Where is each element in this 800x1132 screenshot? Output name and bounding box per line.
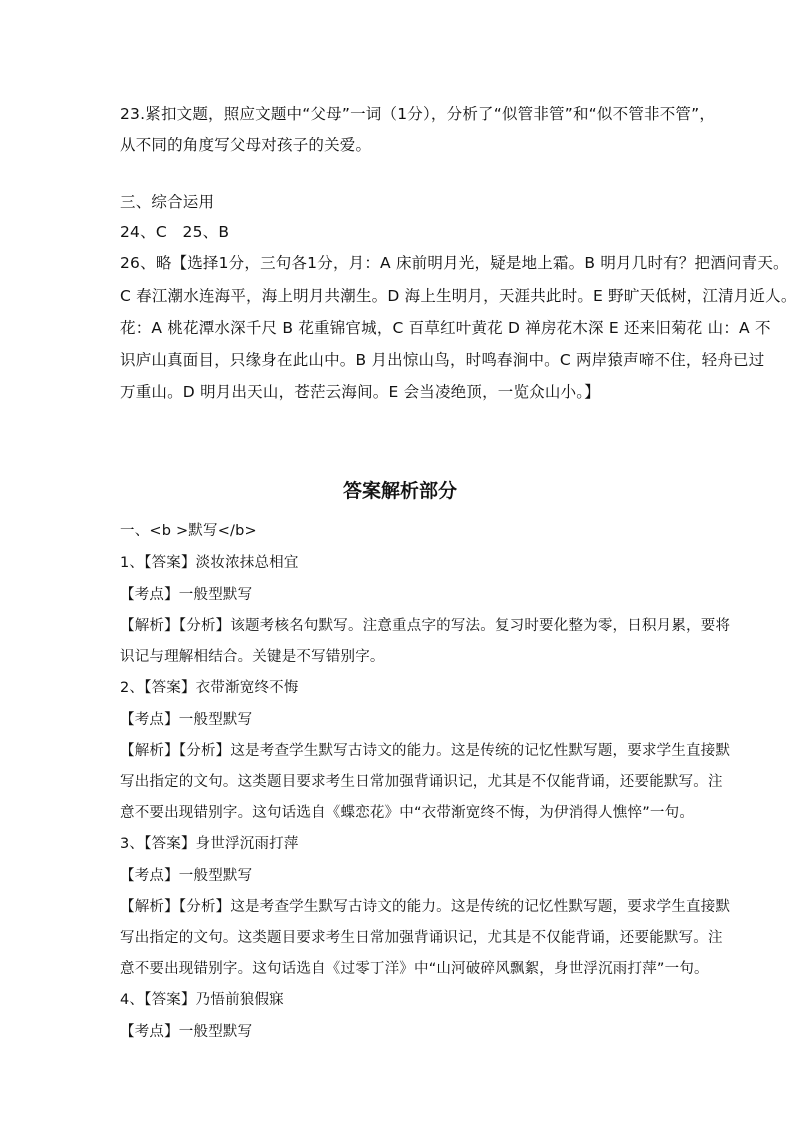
- q23-line-2: 从不同的角度写父母对孩子的关爱。: [120, 136, 372, 154]
- section3-title: 三、综合运用: [120, 193, 215, 211]
- q23-line-1: 23.紧扣文题，照应文题中“父母”一词（1分），分析了“似管非管”和“似不管非不管”，: [120, 105, 716, 123]
- item1-explain-line-1: 【解析】【分析】该题考核名句默写。注意重点字的写法。复习时要化整为零，日积月累，要将: [120, 618, 731, 634]
- item1-explain-line-2: 识记与理解相结合。关键是不写错别字。: [120, 649, 385, 665]
- item2-explain-line-3: 意不要出现错别字。这句话选自《蝶恋花》中“衣带渐宽终不悔，为伊消得人憔悴”一句。: [120, 805, 695, 821]
- analysis-title: 答案解析部分: [342, 480, 457, 502]
- item3-explain-line-3: 意不要出现错别字。这句话选自《过零丁洋》中“山河破碎风飘絮，身世浮沉雨打萍”一句。: [120, 961, 709, 977]
- item4-answer: 4、【答案】乃悟前狼假寐: [120, 992, 284, 1008]
- q26-line-4: 识庐山真面目，只缘身在此山中。B 月出惊山鸟，时鸣春涧中。C 两岸猿声啼不住，轻舟已过: [120, 351, 765, 369]
- item4-point: 【考点】一般型默写: [120, 1024, 253, 1040]
- answers-24-25: 24、C 25、B: [120, 223, 230, 241]
- item3-explain-line-1: 【解析】【分析】这是考查学生默写古诗文的能力。这是传统的记忆性默写题，要求学生直接默: [120, 899, 731, 915]
- item2-point: 【考点】一般型默写: [120, 712, 253, 728]
- q26-line-2: C 春江潮水连海平，海上明月共潮生。D 海上生明月，天涯共此时。E 野旷天低树，江清月近人。: [120, 287, 797, 305]
- item2-explain-line-2: 写出指定的文句。这类题目要求考生日常加强背诵识记，尤其是不仅能背诵，还要能默写。注: [120, 774, 723, 790]
- analysis-section1-title: 一、<b >默写</b>: [120, 523, 257, 539]
- q26-line-3: 花：A 桃花潭水深千尺 B 花重锦官城，C 百草红叶黄花 D 禅房花木深 E 还来旧菊花 山：A 不: [120, 319, 771, 337]
- item3-point: 【考点】一般型默写: [120, 868, 253, 884]
- item2-answer: 2、【答案】衣带渐宽终不悔: [120, 680, 299, 696]
- item2-explain-line-1: 【解析】【分析】这是考查学生默写古诗文的能力。这是传统的记忆性默写题，要求学生直接默: [120, 743, 731, 759]
- item1-point: 【考点】一般型默写: [120, 587, 253, 603]
- item3-answer: 3、【答案】身世浮沉雨打萍: [120, 836, 299, 852]
- item3-explain-line-2: 写出指定的文句。这类题目要求考生日常加强背诵识记，尤其是不仅能背诵，还要能默写。注: [120, 930, 723, 946]
- item1-answer: 1、【答案】淡妆浓抹总相宜: [120, 555, 299, 571]
- q26-line-5: 万重山。D 明月出天山，苍茫云海间。E 会当凌绝顶，一览众山小。】: [120, 383, 600, 401]
- q26-line-1: 26、略【选择1分，三句各1分，月：A 床前明月光，疑是地上霜。B 明月几时有？把酒问青天。: [120, 254, 789, 272]
